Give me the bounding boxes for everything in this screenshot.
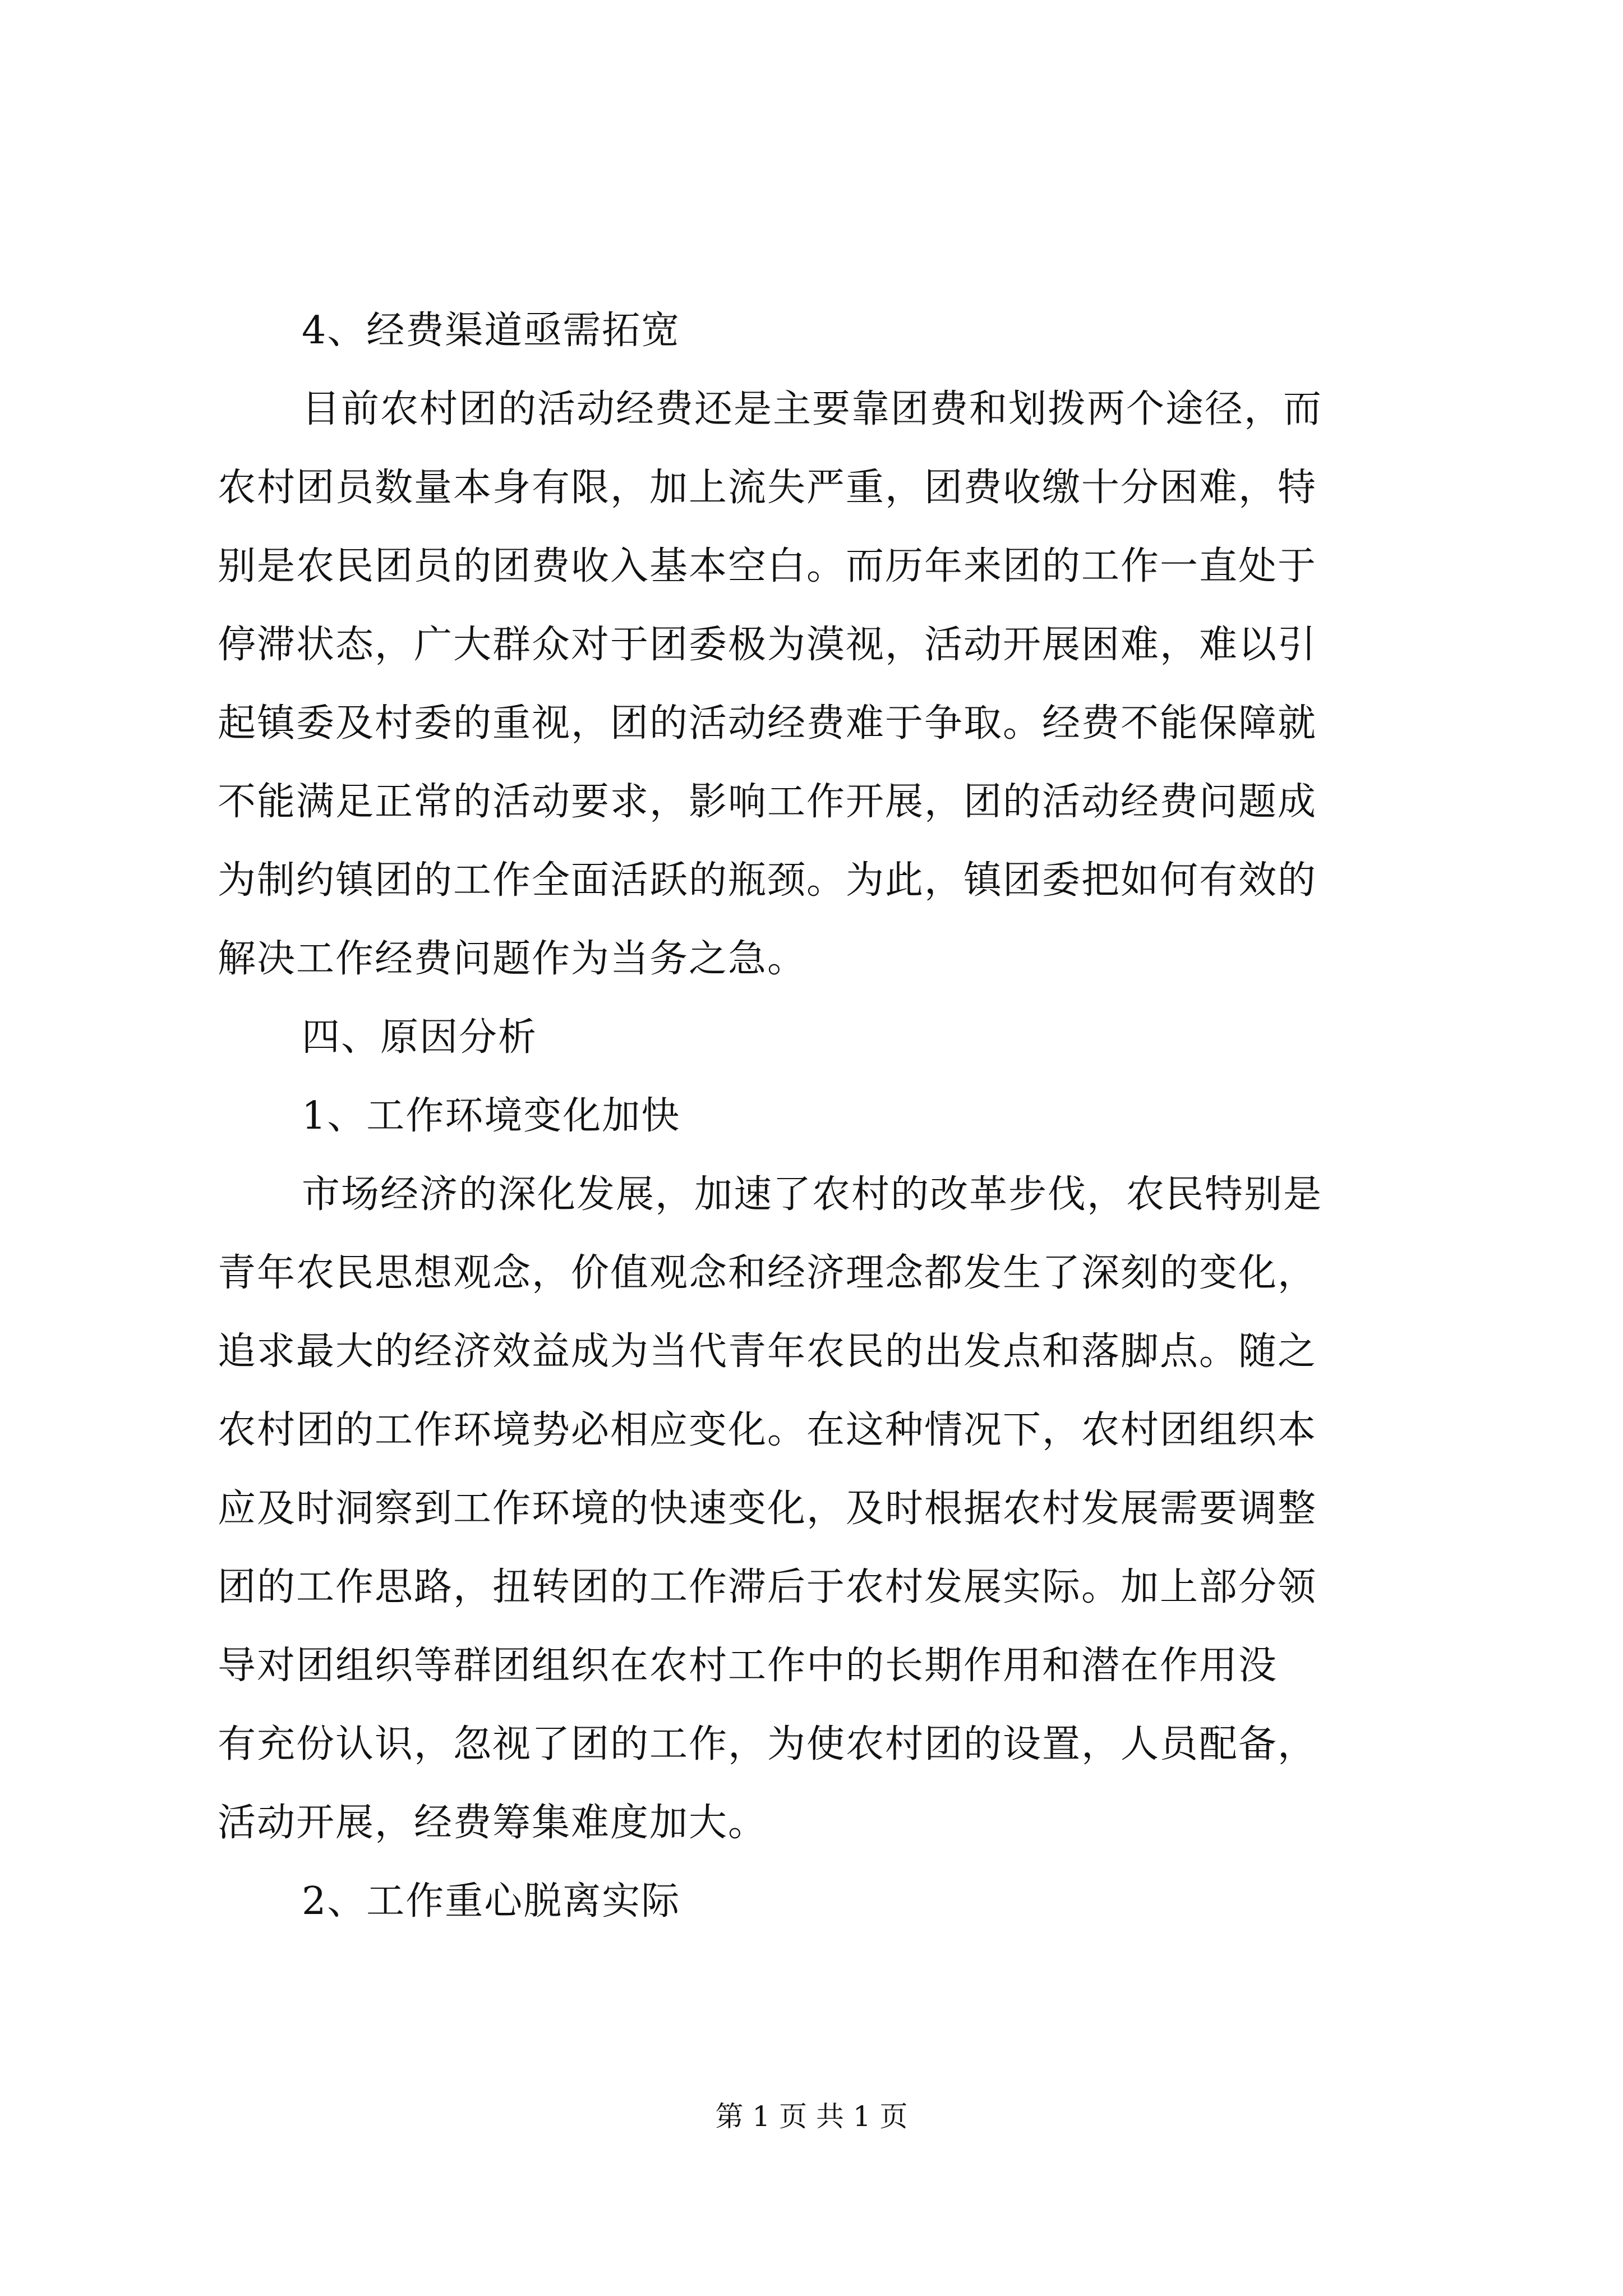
- paragraph-line: 团的工作思路，扭转团的工作滞后于农村发展实际。加上部分领: [218, 1565, 1317, 1609]
- paragraph-line: 别是农民团员的团费收入基本空白。而历年来团的工作一直处于: [218, 544, 1317, 588]
- section-heading: 四、原因分析: [302, 1015, 538, 1060]
- paragraph-line: 导对团组织等群团组织在农村工作中的长期作用和潜在作用没: [218, 1644, 1278, 1688]
- paragraph-line: 有充份认识，忽视了团的工作，为使农村团的设置，人员配备，: [218, 1722, 1317, 1766]
- page-footer: 第 1 页 共 1 页: [715, 2100, 908, 2133]
- paragraph-line: 停滞状态，广大群众对于团委极为漠视，活动开展困难，难以引: [218, 623, 1317, 667]
- paragraph-line: 青年农民思想观念，价值观念和经济理念都发生了深刻的变化，: [218, 1251, 1317, 1295]
- paragraph-line: 解决工作经费问题作为当务之急。: [218, 937, 807, 981]
- paragraph-line: 农村团员数量本身有限，加上流失严重，团费收缴十分困难，特: [218, 466, 1317, 510]
- paragraph-line: 目前农村团的活动经费还是主要靠团费和划拨两个途径，而: [302, 387, 1323, 431]
- paragraph-line: 农村团的工作环境势必相应变化。在这种情况下，农村团组织本: [218, 1408, 1317, 1452]
- paragraph-line: 应及时洞察到工作环境的快速变化，及时根据农村发展需要调整: [218, 1487, 1317, 1531]
- paragraph-line: 不能满足正常的活动要求，影响工作开展，团的活动经费问题成: [218, 780, 1317, 824]
- section-heading: 2、工作重心脱离实际: [302, 1879, 681, 1924]
- paragraph-line: 追求最大的经济效益成为当代青年农民的出发点和落脚点。随之: [218, 1329, 1317, 1374]
- paragraph-line: 起镇委及村委的重视，团的活动经费难于争取。经费不能保障就: [218, 701, 1317, 746]
- paragraph-line: 活动开展，经费筹集难度加大。: [218, 1801, 768, 1845]
- section-heading: 1、工作环境变化加快: [302, 1094, 681, 1138]
- paragraph-line: 市场经济的深化发展，加速了农村的改革步伐，农民特别是: [302, 1172, 1323, 1217]
- section-heading: 4、经费渠道亟需拓宽: [302, 309, 681, 353]
- paragraph-line: 为制约镇团的工作全面活跃的瓶颈。为此，镇团委把如何有效的: [218, 858, 1317, 903]
- document-body: [218, 292, 1429, 1941]
